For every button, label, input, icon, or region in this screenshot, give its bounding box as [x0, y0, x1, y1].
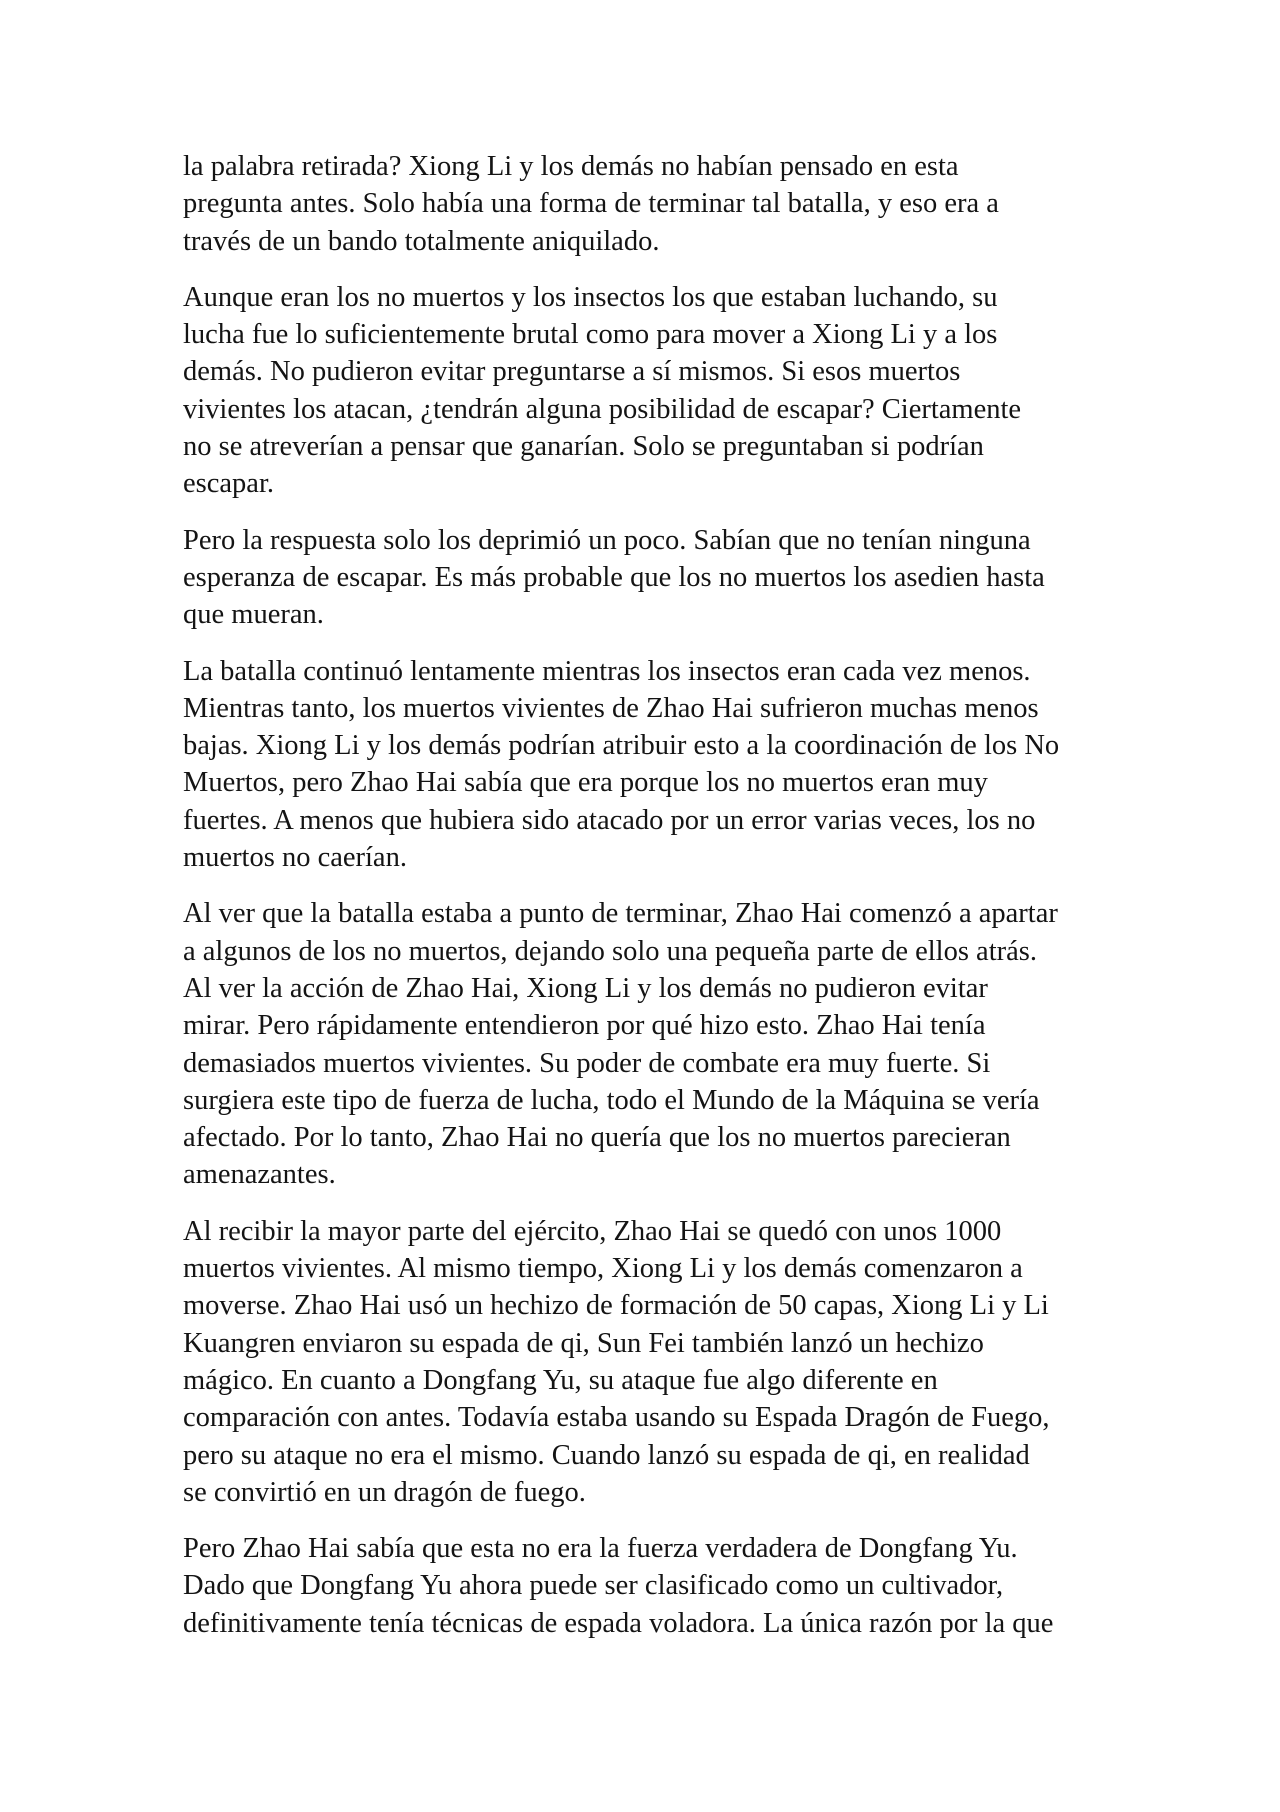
paragraph [183, 1213, 1103, 1511]
text-line: surgiera este tipo de fuerza de lucha, todo el Mundo de la Máquina se vería [183, 1084, 1040, 1116]
text-line: Al recibir la mayor parte del ejército, Zhao Hai se quedó con unos 1000 [183, 1215, 1002, 1247]
text-line: Pero la respuesta solo los deprimió un poco. Sabían que no tenían ninguna [183, 524, 1031, 556]
text-line: Mientras tanto, los muertos vivientes de Zhao Hai sufrieron muchas menos [183, 692, 1039, 724]
text-line: través de un bando totalmente aniquilado. [183, 225, 660, 257]
text-line: muertos no caerían. [183, 842, 407, 874]
text-line: Muertos, pero Zhao Hai sabía que era porque los no muertos eran muy [183, 767, 988, 799]
text-line: pregunta antes. Solo había una forma de terminar tal batalla, y eso era a [183, 188, 999, 220]
paragraph [183, 522, 1103, 634]
text-line: pero su ataque no era el mismo. Cuando lanzó su espada de qi, en realidad [183, 1439, 1030, 1471]
text-line: la palabra retirada? Xiong Li y los demás no habían pensado en esta [183, 151, 959, 182]
paragraph [183, 148, 1103, 260]
text-line: escapar. [183, 468, 274, 500]
text-line: La batalla continuó lentamente mientras los insectos eran cada vez menos. [183, 655, 1031, 687]
document-body-text [183, 148, 1103, 1661]
text-line: moverse. Zhao Hai usó un hechizo de formación de 50 capas, Xiong Li y Li [183, 1290, 1049, 1322]
text-line: bajas. Xiong Li y los demás podrían atribuir esto a la coordinación de los No [183, 730, 1060, 762]
text-line: no se atreverían a pensar que ganarían. Solo se preguntaban si podrían [183, 431, 984, 463]
text-line: Kuangren enviaron su espada de qi, Sun Fei también lanzó un hechizo [183, 1327, 984, 1359]
text-line: mágico. En cuanto a Dongfang Yu, su ataque fue algo diferente en [183, 1364, 938, 1396]
text-line: afectado. Por lo tanto, Zhao Hai no quería que los no muertos parecieran [183, 1122, 1011, 1154]
text-line: lucha fue lo suficientemente brutal como para mover a Xiong Li y a los [183, 319, 998, 351]
paragraph [183, 895, 1103, 1193]
text-line: fuertes. A menos que hubiera sido atacado por un error varias veces, los no [183, 804, 1036, 836]
text-line: Al ver la acción de Zhao Hai, Xiong Li y los demás no pudieron evitar [183, 972, 988, 1004]
text-line: Dado que Dongfang Yu ahora puede ser clasificado como un cultivador, [183, 1570, 1004, 1602]
text-line: comparación con antes. Todavía estaba usando su Espada Dragón de Fuego, [183, 1402, 1050, 1434]
text-line: a algunos de los no muertos, dejando solo una pequeña parte de ellos atrás. [183, 935, 1037, 967]
text-line: demás. No pudieron evitar preguntarse a sí mismos. Si esos muertos [183, 356, 961, 388]
text-line: amenazantes. [183, 1159, 336, 1191]
text-line: vivientes los atacan, ¿tendrán alguna posibilidad de escapar? Ciertamente [183, 393, 1022, 425]
text-line: Pero Zhao Hai sabía que esta no era la fuerza verdadera de Dongfang Yu. [183, 1533, 1018, 1565]
text-line: muertos vivientes. Al mismo tiempo, Xiong Li y los demás comenzaron a [183, 1253, 1023, 1285]
text-line: esperanza de escapar. Es más probable que los no muertos los asedien hasta [183, 561, 1045, 593]
text-line: Al ver que la batalla estaba a punto de terminar, Zhao Hai comenzó a apartar [183, 898, 1058, 930]
text-line: definitivamente tenía técnicas de espada voladora. La única razón por la que [183, 1607, 1054, 1639]
paragraph [183, 279, 1103, 503]
text-line: demasiados muertos vivientes. Su poder de combate era muy fuerte. Si [183, 1047, 991, 1079]
text-line: que mueran. [183, 599, 324, 631]
text-line: mirar. Pero rápidamente entendieron por qué hizo esto. Zhao Hai tenía [183, 1010, 986, 1042]
paragraph [183, 653, 1103, 877]
text-line: Aunque eran los no muertos y los insectos los que estaban luchando, su [183, 281, 998, 313]
text-line: se convirtió en un dragón de fuego. [183, 1476, 586, 1508]
paragraph [183, 1530, 1103, 1642]
